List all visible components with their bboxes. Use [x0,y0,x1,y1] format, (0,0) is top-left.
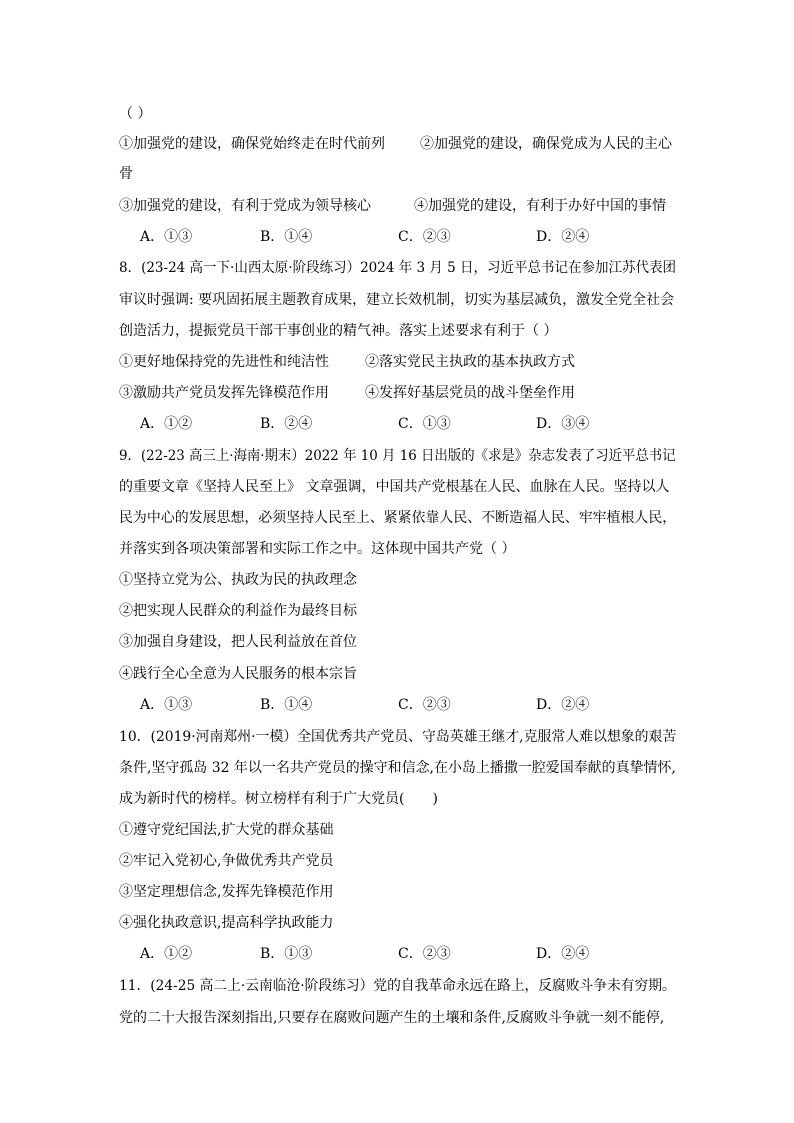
q7-item-2-wrap: 骨 [119,166,133,182]
q8-stem-line-2: 审议时强调: 要巩固拓展主题教育成果，建立长效机制，切实为基层减负，激发全党全社会 [119,292,675,308]
q8-options [140,414,700,434]
q8-stem-line-3: 创造活力，提振党员干部干事创业的精气神。落实上述要求有利于（ ） [119,323,558,339]
q10-item-2: ②牢记入党初心,争做优秀共产党员 [119,853,334,869]
q8-item-4: ④发挥好基层党员的战斗堡垒作用 [365,385,575,401]
q7-item-2: ②加强党的建设，确保党成为人民的主心 [420,136,672,152]
q8-option-b[interactable]: B．②④ [260,416,313,432]
q11-stem-line-1: 11．(24-25 高二上·云南临沧·阶段练习）党的自我革命永远在路上，反腐败斗争未有穷期。 [119,978,676,994]
q9-option-d[interactable]: D．②④ [536,697,590,713]
q8-item-3: ③激励共产党员发挥先锋模范作用 [119,385,329,401]
q8-option-a[interactable]: A．①② [140,416,193,432]
q9-option-b[interactable]: B．①④ [260,697,313,713]
q7-option-a[interactable]: A．①③ [140,229,193,245]
q9-stem-line-4: 并落实到各项决策部署和实际工作之中。这体现中国共产党（ ） [119,541,516,557]
q9-stem-line-3: 民为中心的发展思想，必须坚持人民至上、紧紧依靠人民、不断造福人民、牢牢植根人民， [119,510,677,526]
q9-item-2: ②把实现人民群众的利益作为最终目标 [119,603,357,619]
q8-item-1: ①更好地保持党的先进性和纯洁性 [119,354,329,370]
q10-option-d[interactable]: D．②④ [536,946,590,962]
q7-option-c[interactable]: C．②③ [398,229,451,245]
q10-stem-line-3: 成为新时代的榜样。树立榜样有利于广大党员( ) [119,791,438,807]
q7-options [140,227,700,247]
q9-item-1: ①坚持立党为公、执政为民的执政理念 [119,572,357,588]
q10-stem-line-2: 条件,坚守孤岛 32 年以一名共产党员的操守和信念,在小岛上播撒一腔爱国奉献的真挚情怀, [119,760,676,776]
q9-option-c[interactable]: C．②③ [398,697,451,713]
q10-option-b[interactable]: B．①③ [260,946,313,962]
q9-stem-line-1: 9．(22-23 高三上·海南·期末）2022 年 10 月 16 日出版的《求是》杂志发表了习近平总书记 [119,448,676,464]
q9-option-a[interactable]: A．①③ [140,697,193,713]
q7-item-3: ③加强党的建设，有利于党成为领导核心 [119,198,371,214]
q9-item-4: ④践行全心全意为人民服务的根本宗旨 [119,666,357,682]
q7-option-d[interactable]: D．②④ [536,229,590,245]
q8-option-c[interactable]: C．①③ [398,416,451,432]
q8-option-d[interactable]: D．③④ [536,416,590,432]
q10-item-1: ①遵守党纪国法,扩大党的群众基础 [119,822,334,838]
q7-option-b[interactable]: B．①④ [260,229,313,245]
q11-stem-line-2: 党的二十大报告深刻指出,只要存在腐败问题产生的土壤和条件,反腐败斗争就一刻不能停, [119,1010,665,1026]
q10-stem-line-1: 10．(2019·河南郑州·一模）全国优秀共产党员、守岛英雄王继才,克服常人难以想象的艰苦 [119,729,677,745]
q10-option-c[interactable]: C．②③ [398,946,451,962]
q7-bracket: （ ） [119,106,152,122]
q9-item-3: ③加强自身建设，把人民利益放在首位 [119,634,357,650]
q10-option-a[interactable]: A．①② [140,946,193,962]
q8-stem-line-1: 8．(23-24 高一下·山西太原·阶段练习）2024 年 3 月 5 日，习近平总书记在参加江苏代表团 [119,260,676,276]
q10-options [140,944,700,964]
q9-stem-line-2: 的重要文章《坚持人民至上》 文章强调，中国共产党根基在人民、血脉在人民。坚持以人 [119,479,670,495]
q7-item-4: ④加强党的建设，有利于办好中国的事情 [414,198,666,214]
q9-options [140,695,700,715]
q10-item-4: ④强化执政意识,提高科学执政能力 [119,915,334,931]
q10-item-3: ③坚定理想信念,发挥先锋模范作用 [119,884,334,900]
q8-item-2: ②落实党民主执政的基本执政方式 [365,354,575,370]
q7-item-1: ①加强党的建设，确保党始终走在时代前列 [119,136,385,152]
